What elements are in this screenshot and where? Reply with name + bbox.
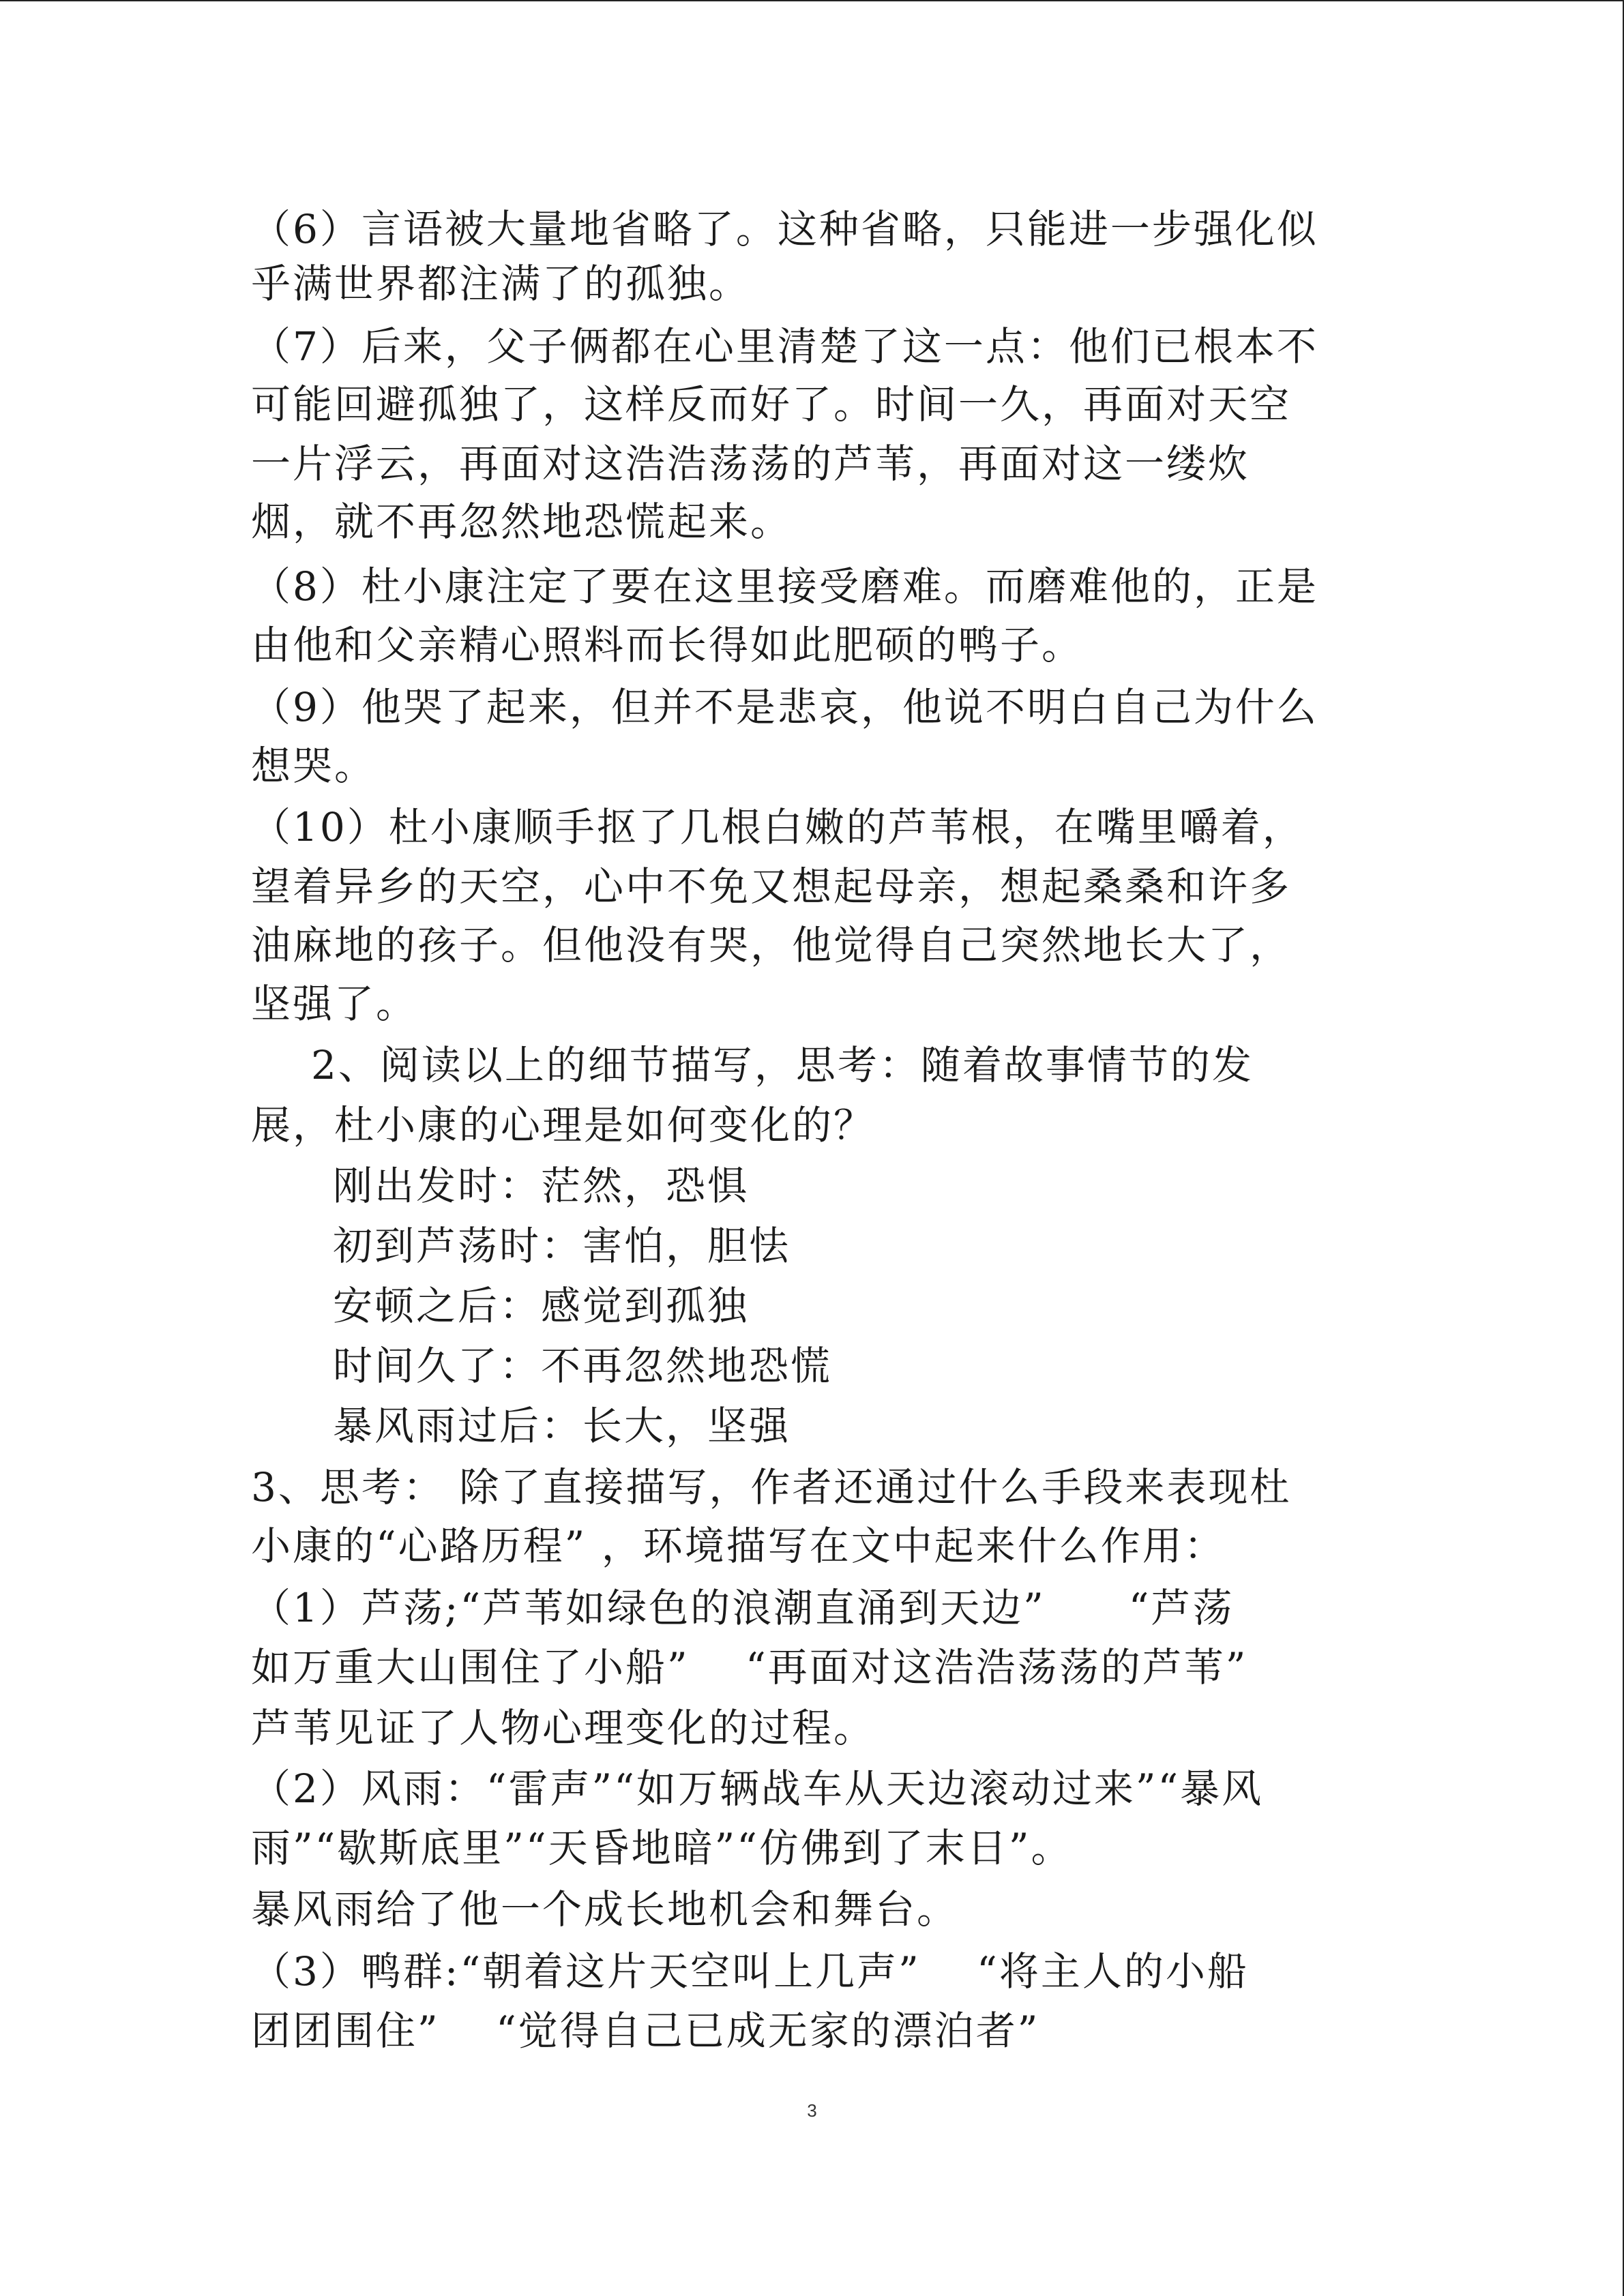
text-line: 一片浮云，再面对这浩浩荡荡的芦苇，再面对这一缕炊 (251, 441, 1250, 487)
text-line: 2、阅读以上的细节描写，思考：随着故事情节的发 (311, 1042, 1254, 1088)
text-line: （10）杜小康顺手抠了几根白嫩的芦苇根，在嘴里嚼着， (251, 804, 1304, 850)
text-line: 小康的“心路历程” ，环境描写在文中起来什么作用： (251, 1523, 1226, 1569)
text-line: 暴风雨过后：长大，坚强 (333, 1403, 791, 1449)
text-line: （6）言语被大量地省略了。这种省略，只能进一步强化似 (251, 206, 1318, 252)
text-line: 望着异乡的天空，心中不免又想起母亲，想起桑桑和许多 (251, 863, 1292, 910)
page-number: 3 (807, 2100, 817, 2121)
text-line: （3）鸭群:“朝着这片天空叫上几声” “将主人的小船 (251, 1948, 1249, 1995)
text-line: 油麻地的孩子。但他没有哭，他觉得自己突然地长大了， (251, 922, 1292, 968)
text-line: 刚出发时：茫然，恐惧 (333, 1163, 750, 1209)
text-line: 芦苇见证了人物心理变化的过程。 (251, 1705, 876, 1751)
text-line: 乎满世界都注满了的孤独。 (251, 260, 751, 307)
text-line: 安顿之后：感觉到孤独 (333, 1283, 750, 1329)
text-line: （1）芦荡;“芦苇如绿色的浪潮直涌到天边” “芦荡 (251, 1585, 1235, 1631)
text-line: 暴风雨给了他一个成长地机会和舞台。 (251, 1886, 959, 1933)
text-line: （7）后来，父子俩都在心里清楚了这一点：他们已根本不 (251, 323, 1318, 370)
text-line: 展，杜小康的心理是如何变化的？ (251, 1102, 876, 1148)
text-line: 烟，就不再忽然地恐慌起来。 (251, 498, 793, 545)
text-line: 由他和父亲精心照料而长得如此肥硕的鸭子。 (251, 622, 1084, 668)
text-line: 初到芦荡时：害怕，胆怯 (333, 1223, 791, 1269)
text-line: 3、思考： 除了直接描写，作者还通过什么手段来表现杜 (251, 1464, 1292, 1510)
text-line: 雨”“歇斯底里”“天昏地暗”“仿佛到了末日”。 (251, 1825, 1073, 1871)
text-line: 想哭。 (251, 743, 377, 789)
text-line: 坚强了。 (251, 981, 418, 1027)
text-line: （8）杜小康注定了要在这里接受磨难。而磨难他的，正是 (251, 563, 1318, 610)
text-line: 如万重大山围住了小船” “再面对这浩浩荡荡的芦苇” (251, 1644, 1248, 1690)
text-line: 时间久了：不再忽然地恐慌 (333, 1343, 833, 1389)
text-line: 可能回避孤独了，这样反而好了。时间一久，再面对天空 (251, 381, 1292, 428)
text-line: （2）风雨：“雷声”“如万辆战车从天边滚动过来”“暴风 (251, 1765, 1264, 1812)
text-line: （9）他哭了起来，但并不是悲哀，他说不明白自己为什么 (251, 684, 1318, 730)
text-line: 团团围住” “觉得自己已成无家的漂泊者” (251, 2008, 1040, 2054)
